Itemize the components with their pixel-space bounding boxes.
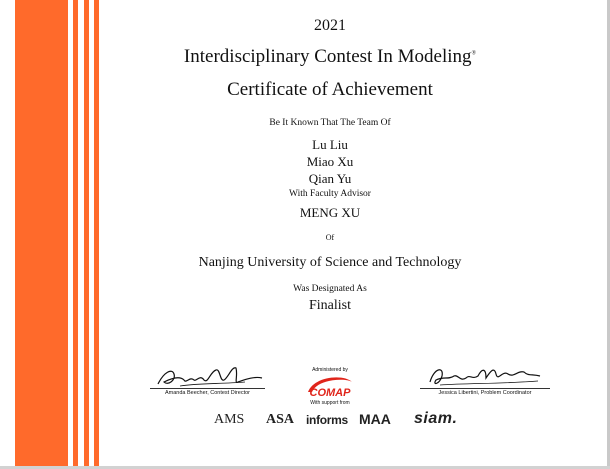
coordinator-signature-icon bbox=[420, 362, 550, 390]
coordinator-caption: Jessica Libertini, Problem Coordinator bbox=[438, 390, 532, 396]
orange-stripe-1 bbox=[73, 0, 78, 469]
of-label: Of bbox=[325, 233, 335, 242]
director-caption: Amanda Beecher, Contest Director bbox=[165, 390, 250, 396]
coordinator-signature-line bbox=[420, 388, 550, 389]
asa-logo: ASA bbox=[266, 412, 295, 427]
team-member-2: Miao Xu bbox=[306, 154, 354, 169]
designation-intro: Was Designated As bbox=[293, 284, 367, 294]
orange-stripe-wide bbox=[15, 0, 68, 469]
registered-mark: ® bbox=[471, 50, 477, 57]
team-member-1: Lu Liu bbox=[312, 137, 348, 152]
informs-logo: informs bbox=[306, 413, 348, 427]
intro-text: Be It Known That The Team Of bbox=[269, 118, 391, 128]
director-signature-line bbox=[150, 388, 265, 389]
director-signature-block bbox=[150, 362, 265, 396]
advisor-intro: With Faculty Advisor bbox=[289, 189, 371, 199]
support-label: With support from bbox=[310, 400, 350, 406]
siam-logo: siam. bbox=[414, 410, 458, 427]
maa-logo: MAA bbox=[359, 411, 391, 427]
administered-by-label: Administered by bbox=[312, 367, 348, 373]
certificate-title: Certificate of Achievement bbox=[227, 79, 433, 100]
ams-logo: AMS bbox=[214, 412, 245, 427]
institution-name: Nanjing University of Science and Technology bbox=[198, 255, 462, 270]
team-member-3: Qian Yu bbox=[308, 171, 352, 186]
coordinator-signature-block bbox=[420, 362, 550, 396]
contest-name-text: Interdisciplinary Contest In Modeling bbox=[183, 46, 472, 67]
director-signature-icon bbox=[150, 362, 265, 390]
contest-name bbox=[130, 46, 530, 68]
orange-stripe-3 bbox=[94, 0, 99, 469]
orange-stripe-2 bbox=[84, 0, 89, 469]
comap-logo-icon bbox=[304, 374, 356, 400]
comap-logo-text: COMAP bbox=[309, 387, 351, 399]
certificate-year: 2021 bbox=[314, 17, 346, 34]
designation: Finalist bbox=[308, 298, 351, 313]
faculty-advisor: MENG XU bbox=[299, 205, 361, 220]
